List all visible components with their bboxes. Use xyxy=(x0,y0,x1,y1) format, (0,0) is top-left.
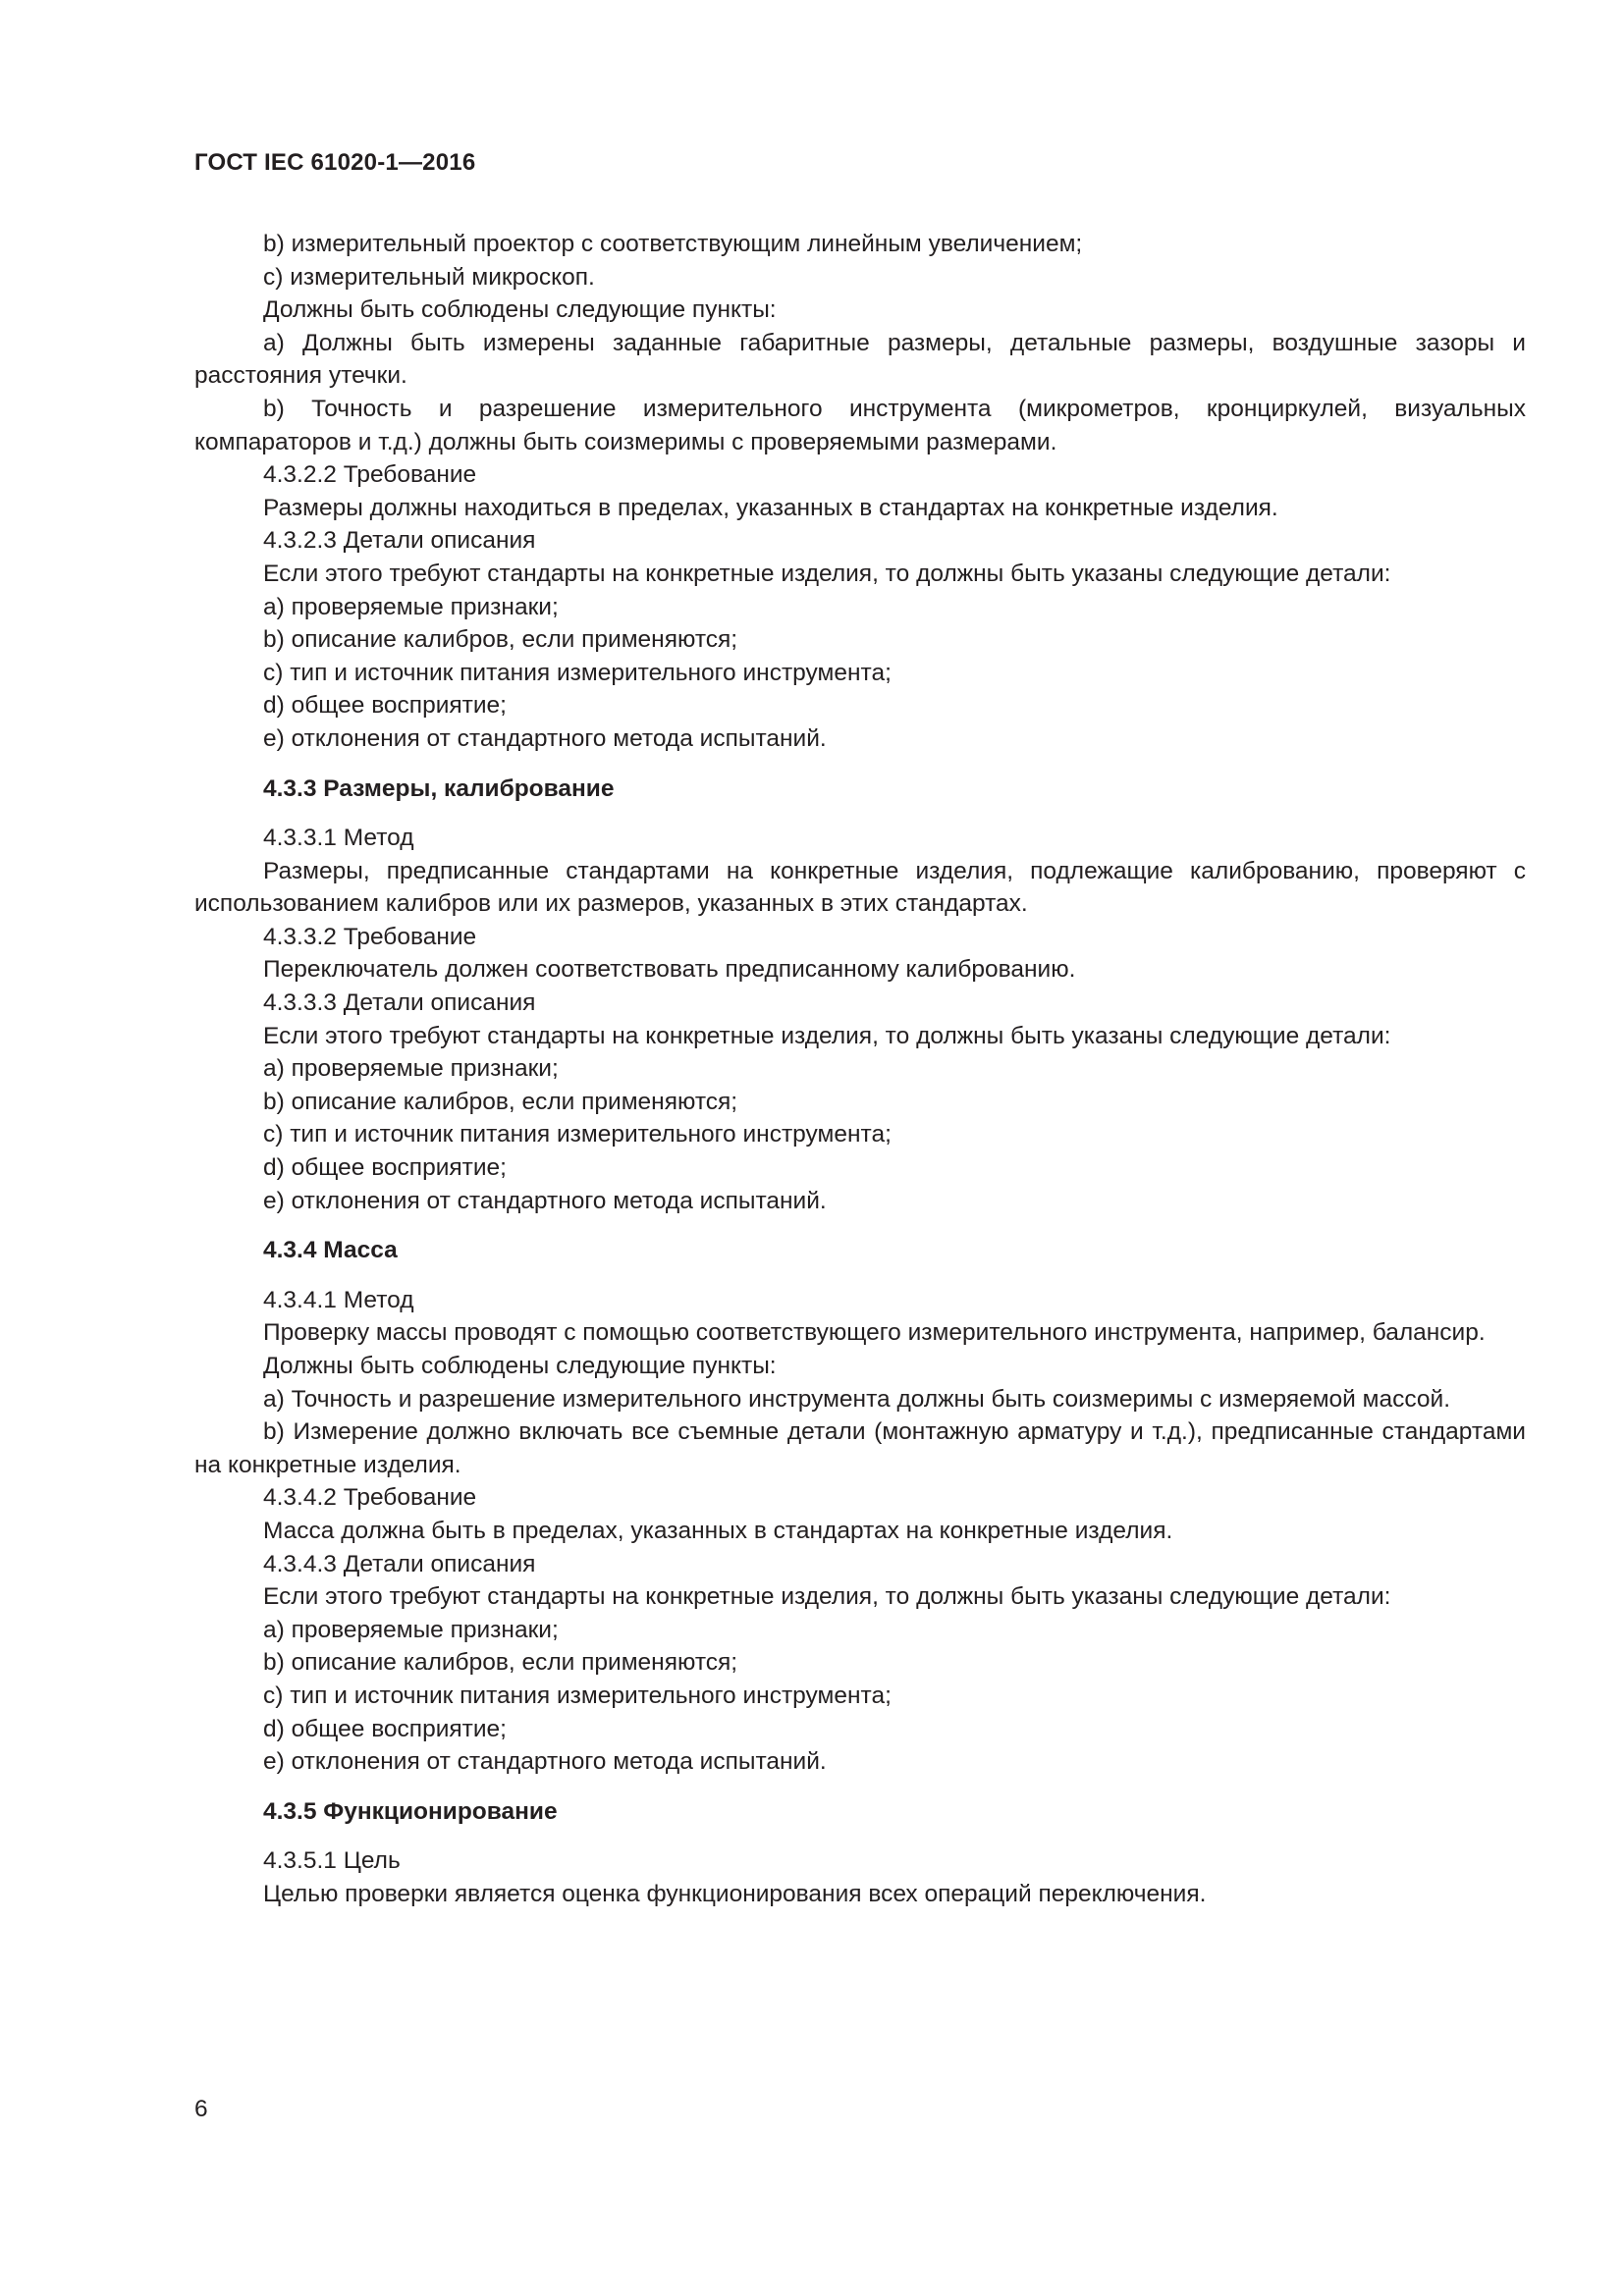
paragraph: Проверку массы проводят с помощью соответствующего измерительного инструмента, например, балансир. xyxy=(263,1319,1486,1347)
list-item: a) проверяемые признаки; xyxy=(263,1616,559,1643)
page-number: 6 xyxy=(194,2096,208,2122)
list-item: d) общее восприятие; xyxy=(263,692,507,720)
subsection-title: 4.3.2.3 Детали описания xyxy=(263,527,536,555)
list-item: b) описание калибров, если применяются; xyxy=(263,626,738,654)
list-item: b) описание калибров, если применяются; xyxy=(263,1088,738,1115)
list-item: c) тип и источник питания измерительного инструмента; xyxy=(263,659,892,686)
subsection-title: 4.3.5.1 Цель xyxy=(263,1847,401,1875)
document-header: ГОСТ IEC 61020-1—2016 xyxy=(194,149,476,176)
list-item: a) проверяемые признаки; xyxy=(263,1055,559,1083)
section-heading: 4.3.3 Размеры, калибрование xyxy=(263,774,615,802)
document-body xyxy=(194,228,1526,1911)
paragraph: Должны быть соблюдены следующие пункты: xyxy=(263,1353,777,1379)
paragraph: Целью проверки является оценка функционирования всех операций переключения. xyxy=(263,1880,1207,1907)
subsection-title: 4.3.2.2 Требование xyxy=(263,461,477,489)
list-item: a) проверяемые признаки; xyxy=(263,593,559,620)
subsection-title: 4.3.3.3 Детали описания xyxy=(263,989,536,1017)
list-item: d) общее восприятие; xyxy=(263,1715,507,1742)
list-item: e) отклонения от стандартного метода испытаний. xyxy=(263,1187,827,1214)
list-item: e) отклонения от стандартного метода испытаний. xyxy=(263,724,827,752)
list-item: c) тип и источник питания измерительного инструмента; xyxy=(263,1682,892,1709)
paragraph: Если этого требуют стандарты на конкретные изделия, то должны быть указаны следующие детали: xyxy=(263,1583,1391,1611)
list-item: a) Точность и разрешение измерительного инструмента должны быть соизмеримы с измеряемой массой. xyxy=(263,1385,1451,1413)
list-item: c) измерительный микроскоп. xyxy=(263,263,595,291)
paragraph: Размеры должны находиться в пределах, указанных в стандартах на конкретные изделия. xyxy=(263,494,1278,521)
subsection-title: 4.3.4.1 Метод xyxy=(263,1286,414,1313)
section-heading: 4.3.5 Функционирование xyxy=(263,1797,558,1825)
list-item: b) Точность и разрешение измерительного инструмента (микрометров, кронциркулей, визуальных компараторов и т.д.) должны быть соизмеримы с проверяемыми размерами. xyxy=(194,395,1526,455)
paragraph: Должны быть соблюдены следующие пункты: xyxy=(263,296,777,324)
paragraph: Размеры, предписанные стандартами на конкретные изделия, подлежащие калиброванию, проверяют с использованием калибров или их размеров, указанных в этих стандартах. xyxy=(194,857,1526,918)
paragraph: Если этого требуют стандарты на конкретные изделия, то должны быть указаны следующие детали: xyxy=(263,560,1391,587)
subsection-title: 4.3.3.2 Требование xyxy=(263,923,477,950)
list-item: b) описание калибров, если применяются; xyxy=(263,1649,738,1677)
paragraph: Если этого требуют стандарты на конкретные изделия, то должны быть указаны следующие детали: xyxy=(263,1022,1391,1049)
list-item: b) Измерение должно включать все съемные детали (монтажную арматуру и т.д.), предписанные стандартами на конкретные изделия. xyxy=(194,1418,1526,1478)
subsection-title: 4.3.4.2 Требование xyxy=(263,1484,477,1512)
paragraph: Переключатель должен соответствовать предписанному калиброванию. xyxy=(263,956,1076,984)
list-item: e) отклонения от стандартного метода испытаний. xyxy=(263,1748,827,1776)
subsection-title: 4.3.4.3 Детали описания xyxy=(263,1550,536,1577)
list-item: b) измерительный проектор с соответствующим линейным увеличением; xyxy=(263,231,1083,257)
list-item: c) тип и источник питания измерительного инструмента; xyxy=(263,1121,892,1148)
subsection-title: 4.3.3.1 Метод xyxy=(263,825,414,852)
list-item: d) общее восприятие; xyxy=(263,1154,507,1182)
section-heading: 4.3.4 Масса xyxy=(263,1237,398,1264)
list-item: a) Должны быть измерены заданные габаритные размеры, детальные размеры, воздушные зазоры и расстояния утечки. xyxy=(194,329,1526,390)
paragraph: Масса должна быть в пределах, указанных в стандартах на конкретные изделия. xyxy=(263,1517,1173,1544)
